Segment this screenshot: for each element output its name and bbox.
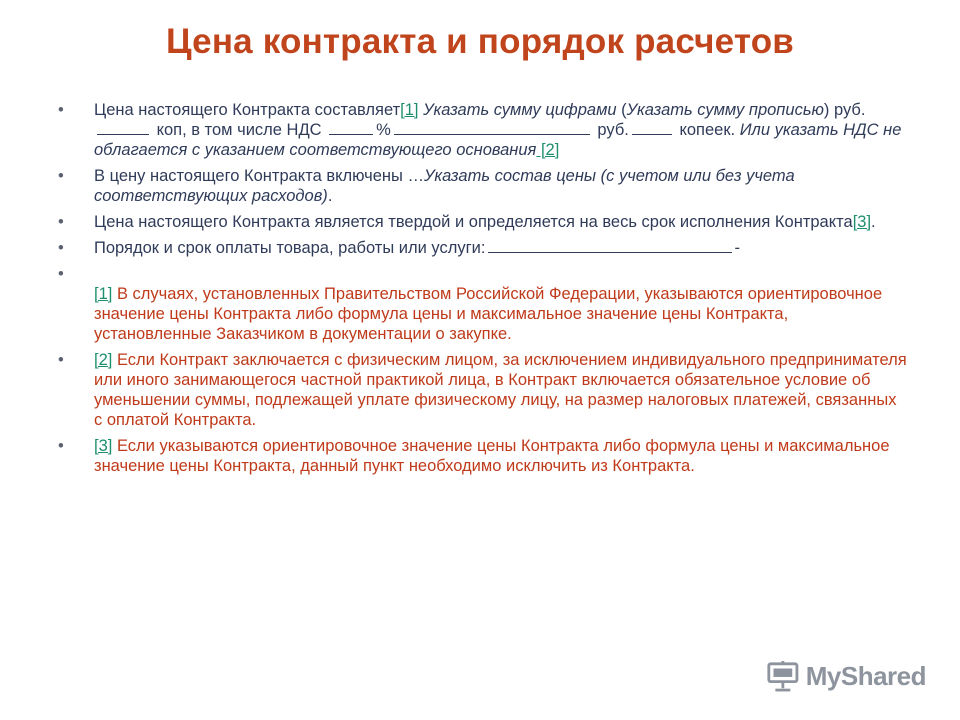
footnote-3-text: Если указываются ориентировочное значение цены Контракта либо формула цены и максимальное значение цены Контракта, данный пункт необходимо исключить из Контракта. [94, 437, 890, 475]
price-currency: ) руб. [823, 101, 866, 119]
empty-line [94, 264, 908, 284]
bullet-list [58, 100, 908, 482]
price-instruction-words: Указать сумму прописью [626, 101, 824, 119]
bullet-dot: • [58, 101, 64, 119]
composition-period: . [327, 187, 333, 205]
price-item [58, 100, 908, 160]
bullet-dot: • [58, 167, 64, 185]
bullet-dot: • [58, 351, 64, 369]
vat-percent-blank [329, 121, 373, 135]
watermark-text: MyShared [805, 660, 926, 691]
bullet-dot: • [58, 437, 64, 455]
payment-terms-item [58, 238, 908, 258]
price-instruction-digits: Указать сумму цифрами [418, 101, 617, 119]
payment-terms-text: Порядок и срок оплаты товара, работы или услуги: [94, 239, 486, 257]
footnote-link-3[interactable]: [3] [852, 213, 872, 231]
myshared-watermark [766, 656, 926, 696]
payment-terms-dash: - [734, 239, 740, 257]
fixed-price-item [58, 212, 908, 232]
slide-title: Цена контракта и порядок расчетов [165, 22, 795, 61]
price-paren-open: ( [616, 101, 627, 119]
percent-sign: % [376, 121, 391, 139]
payment-terms-blank [488, 239, 732, 253]
price-text: Цена настоящего Контракта составляет [94, 101, 401, 119]
vat-rub: руб. [597, 121, 629, 139]
vat-exempt-instruction: Или указать НДС не облагается с указанием соответствующего основания [94, 121, 902, 159]
fixed-price-text: Цена настоящего Контракта является твердой и определяется на весь срок исполнения Контракта [94, 213, 853, 231]
fixed-price-period: . [871, 213, 876, 231]
composition-instruction: Указать состав цены (с учетом или без учета соответствующих расходов) [94, 167, 795, 205]
bullet-dot: • [58, 239, 64, 257]
presentation-board-icon [766, 659, 800, 693]
composition-text: В цену настоящего Контракта включены … [94, 167, 424, 185]
footnote-2 [58, 350, 908, 430]
vat-kopecks-text: копеек. [674, 121, 740, 139]
footnote-link-2[interactable]: [2] [536, 141, 560, 159]
price-composition-item [58, 166, 908, 206]
bullet-dot: • [58, 213, 64, 231]
vat-kopecks-blank [632, 121, 672, 135]
footnote-1-text: В случаях, установленных Правительством Российской Федерации, указываются ориентировочное значение цены Контракта либо формула цены и максимальное значение цены Контракта, установленные Заказчиком в документации о закупке. [94, 285, 883, 343]
price-vat-text: коп, в том числе НДС [152, 121, 327, 139]
footnote-link-1[interactable]: [1] [400, 101, 419, 119]
bullet-dot: • [58, 265, 64, 283]
footnote-3 [58, 436, 908, 476]
footnote-3-ref[interactable]: [3] [94, 437, 113, 455]
footnote-2-text: Если Контракт заключается с физическим лицом, за исключением индивидуального предпринимателя или иного занимающегося частной практикой лица, в Контракт включается обязательное условие об уменьшении суммы, подлежащей уплате физическому лицу, на размер налоговых платежей, связанных с оплатой Контракта. [94, 351, 907, 429]
vat-amount-blank [394, 121, 590, 135]
kopecks-blank [97, 121, 149, 135]
footnote-1 [58, 264, 908, 344]
footnote-2-ref[interactable]: [2] [94, 351, 113, 369]
footnote-1-ref[interactable]: [1] [94, 285, 113, 303]
